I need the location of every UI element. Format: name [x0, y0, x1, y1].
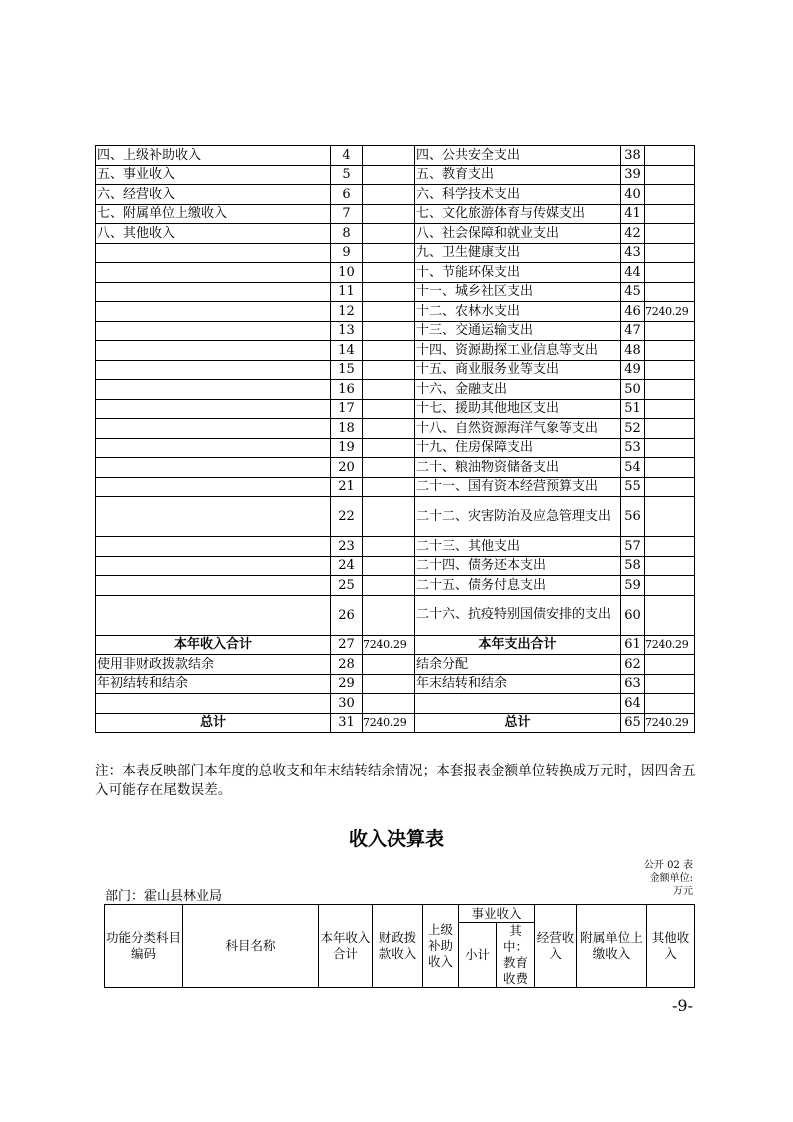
table-row [96, 576, 695, 596]
row-left-label [96, 438, 331, 458]
row-left-amount: 7240.29 [363, 635, 415, 655]
row-right-label: 年末结转和结余 [415, 674, 621, 694]
table-row [96, 595, 695, 635]
row-left-number: 11 [331, 282, 363, 302]
page-number: -9- [672, 996, 693, 1015]
row-left-number: 17 [331, 399, 363, 419]
row-right-number: 48 [621, 341, 645, 361]
table-row [96, 537, 695, 557]
table-row [96, 224, 695, 244]
row-left-number: 28 [331, 655, 363, 675]
row-left-label [96, 282, 331, 302]
row-right-number: 42 [621, 224, 645, 244]
row-left-amount [363, 165, 415, 185]
row-left-number: 24 [331, 556, 363, 576]
row-left-number: 7 [331, 204, 363, 224]
table-row [96, 165, 695, 185]
row-right-number: 39 [621, 165, 645, 185]
row-right-amount [645, 537, 695, 557]
row-left-label [96, 537, 331, 557]
row-left-label: 五、事业收入 [96, 165, 331, 185]
row-right-number: 47 [621, 321, 645, 341]
row-right-number: 58 [621, 556, 645, 576]
row-right-label: 十六、金融支出 [415, 380, 621, 400]
row-left-label [96, 694, 331, 714]
header-func-code: 功能分类科目编码 [105, 905, 183, 988]
row-right-label: 二十二、灾害防治及应急管理支出 [415, 497, 621, 537]
row-left-label [96, 497, 331, 537]
row-left-amount [363, 497, 415, 537]
table-row [96, 556, 695, 576]
header-affiliated: 附属单位上缴收入 [577, 905, 647, 988]
row-left-number: 19 [331, 438, 363, 458]
row-left-number: 18 [331, 419, 363, 439]
header-subtotal: 小计 [459, 923, 497, 988]
row-right-label: 十四、资源勘探工业信息等支出 [415, 341, 621, 361]
row-right-number: 57 [621, 537, 645, 557]
table-row [96, 497, 695, 537]
row-left-amount [363, 185, 415, 205]
row-left-number: 31 [331, 713, 363, 733]
table-row [96, 321, 695, 341]
row-left-amount [363, 595, 415, 635]
row-right-amount [645, 477, 695, 497]
row-left-amount [363, 556, 415, 576]
row-right-amount [645, 595, 695, 635]
row-right-number: 40 [621, 185, 645, 205]
row-right-label: 二十三、其他支出 [415, 537, 621, 557]
row-right-number: 62 [621, 655, 645, 675]
table-row [96, 438, 695, 458]
table-row [96, 674, 695, 694]
row-right-amount [645, 694, 695, 714]
table-row [96, 204, 695, 224]
row-left-number: 23 [331, 537, 363, 557]
row-right-label: 十、节能环保支出 [415, 263, 621, 283]
row-right-label: 十七、援助其他地区支出 [415, 399, 621, 419]
row-right-number: 50 [621, 380, 645, 400]
row-right-number: 44 [621, 263, 645, 283]
row-left-label [96, 341, 331, 361]
row-left-amount [363, 224, 415, 244]
row-right-label: 二十、粮油物资储备支出 [415, 458, 621, 478]
row-left-label [96, 380, 331, 400]
row-left-label [96, 302, 331, 322]
table-row [96, 477, 695, 497]
row-left-number: 25 [331, 576, 363, 596]
table-row [96, 243, 695, 263]
row-right-amount [645, 224, 695, 244]
row-right-number: 45 [621, 282, 645, 302]
row-left-label: 七、附属单位上缴收入 [96, 204, 331, 224]
row-left-number: 20 [331, 458, 363, 478]
row-left-label: 总计 [96, 713, 331, 733]
row-left-amount [363, 146, 415, 166]
row-left-label [96, 243, 331, 263]
row-left-number: 15 [331, 360, 363, 380]
row-right-number: 46 [621, 302, 645, 322]
row-left-amount [363, 694, 415, 714]
row-right-amount [645, 674, 695, 694]
row-right-number: 61 [621, 635, 645, 655]
row-left-amount [363, 380, 415, 400]
header-subject: 科目名称 [183, 905, 319, 988]
row-right-amount [645, 243, 695, 263]
row-right-number: 52 [621, 419, 645, 439]
table-row [96, 146, 695, 166]
row-left-label: 年初结转和结余 [96, 674, 331, 694]
row-right-amount: 7240.29 [645, 635, 695, 655]
row-left-amount [363, 321, 415, 341]
row-right-amount [645, 321, 695, 341]
row-right-label: 十九、住房保障支出 [415, 438, 621, 458]
row-left-label: 六、经营收入 [96, 185, 331, 205]
row-right-number: 64 [621, 694, 645, 714]
row-right-label: 二十一、国有资本经营预算支出 [415, 477, 621, 497]
row-right-amount: 7240.29 [645, 302, 695, 322]
row-left-label: 本年收入合计 [96, 635, 331, 655]
department-label: 部门：霍山县林业局 [105, 889, 223, 904]
header-total: 本年收入合计 [319, 905, 373, 988]
row-left-amount [363, 204, 415, 224]
row-right-amount [645, 165, 695, 185]
row-left-number: 30 [331, 694, 363, 714]
row-left-number: 22 [331, 497, 363, 537]
row-left-label: 使用非财政拨款结余 [96, 655, 331, 675]
row-left-amount [363, 537, 415, 557]
row-right-label: 二十五、债务付息支出 [415, 576, 621, 596]
row-left-number: 27 [331, 635, 363, 655]
row-left-amount [363, 282, 415, 302]
table-row [96, 694, 695, 714]
table-code: 公开 02 表 [643, 860, 693, 871]
row-right-number: 41 [621, 204, 645, 224]
row-right-number: 51 [621, 399, 645, 419]
header-other: 其他收入 [647, 905, 695, 988]
row-left-amount [363, 263, 415, 283]
row-left-amount [363, 458, 415, 478]
row-right-label: 十二、农林水支出 [415, 302, 621, 322]
row-right-number: 43 [621, 243, 645, 263]
table-note: 注：本表反映部门本年度的总收支和年末结转结余情况；本套报表金额单位转换成万元时，因四舍五入可能存在尾数误差。 [95, 763, 696, 798]
table-row [96, 282, 695, 302]
row-right-amount [645, 360, 695, 380]
row-right-number: 63 [621, 674, 645, 694]
row-left-amount [363, 399, 415, 419]
header-upper: 上级补助收入 [423, 905, 459, 988]
row-left-amount [363, 655, 415, 675]
row-right-label: 十一、城乡社区支出 [415, 282, 621, 302]
table-row [96, 185, 695, 205]
row-right-label: 七、文化旅游体育与传媒支出 [415, 204, 621, 224]
row-left-label [96, 556, 331, 576]
row-left-amount [363, 302, 415, 322]
row-right-amount [645, 458, 695, 478]
row-right-number: 54 [621, 458, 645, 478]
row-left-number: 21 [331, 477, 363, 497]
header-fiscal: 财政拨款收入 [373, 905, 423, 988]
row-right-label [415, 694, 621, 714]
header-operating: 经营收入 [535, 905, 577, 988]
table-row [96, 341, 695, 361]
row-right-amount [645, 185, 695, 205]
row-right-number: 49 [621, 360, 645, 380]
header-edu: 其中：教育收费 [497, 923, 535, 988]
table-row [96, 419, 695, 439]
row-left-amount [363, 674, 415, 694]
row-left-amount [363, 576, 415, 596]
row-right-amount [645, 497, 695, 537]
row-right-amount [645, 419, 695, 439]
table-row [96, 635, 695, 655]
row-left-label [96, 477, 331, 497]
header-business: 事业收入 [459, 905, 535, 923]
row-right-amount [645, 282, 695, 302]
row-right-label: 四、公共安全支出 [415, 146, 621, 166]
row-left-label [96, 321, 331, 341]
row-right-number: 53 [621, 438, 645, 458]
income-table-title: 收入决算表 [348, 828, 444, 850]
unit-value: 万元 [673, 886, 693, 897]
row-right-label: 结余分配 [415, 655, 621, 675]
row-left-amount: 7240.29 [363, 713, 415, 733]
row-left-number: 6 [331, 185, 363, 205]
table-row [96, 458, 695, 478]
row-right-label: 二十六、抗疫特别国债安排的支出 [415, 595, 621, 635]
row-right-amount: 7240.29 [645, 713, 695, 733]
table-row [96, 360, 695, 380]
row-left-number: 16 [331, 380, 363, 400]
row-left-amount [363, 360, 415, 380]
row-left-number: 4 [331, 146, 363, 166]
row-left-number: 26 [331, 595, 363, 635]
row-left-number: 29 [331, 674, 363, 694]
row-left-number: 10 [331, 263, 363, 283]
row-right-label: 九、卫生健康支出 [415, 243, 621, 263]
row-right-amount [645, 655, 695, 675]
row-left-label: 八、其他收入 [96, 224, 331, 244]
table-row [96, 302, 695, 322]
row-left-label [96, 419, 331, 439]
row-right-number: 60 [621, 595, 645, 635]
row-right-label: 十三、交通运输支出 [415, 321, 621, 341]
row-left-number: 14 [331, 341, 363, 361]
row-left-label [96, 595, 331, 635]
revenue-expenditure-table [95, 145, 695, 733]
row-left-label [96, 399, 331, 419]
row-right-label: 本年支出合计 [415, 635, 621, 655]
row-left-amount [363, 341, 415, 361]
row-right-amount [645, 263, 695, 283]
row-left-amount [363, 419, 415, 439]
table-row [96, 399, 695, 419]
row-right-label: 二十四、债务还本支出 [415, 556, 621, 576]
table-row [96, 263, 695, 283]
row-right-number: 59 [621, 576, 645, 596]
row-right-amount [645, 380, 695, 400]
row-left-label [96, 576, 331, 596]
row-left-label [96, 360, 331, 380]
row-right-amount [645, 438, 695, 458]
row-left-amount [363, 477, 415, 497]
row-right-amount [645, 399, 695, 419]
row-right-label: 十五、商业服务业等支出 [415, 360, 621, 380]
table-row [96, 655, 695, 675]
row-right-amount [645, 341, 695, 361]
row-left-number: 12 [331, 302, 363, 322]
row-right-amount [645, 556, 695, 576]
table-row [96, 380, 695, 400]
row-right-number: 55 [621, 477, 645, 497]
unit-label: 金额单位: [649, 873, 693, 884]
row-right-label: 五、教育支出 [415, 165, 621, 185]
row-right-label: 十八、自然资源海洋气象等支出 [415, 419, 621, 439]
row-left-number: 13 [331, 321, 363, 341]
row-right-amount [645, 204, 695, 224]
row-left-number: 9 [331, 243, 363, 263]
row-right-label: 八、社会保障和就业支出 [415, 224, 621, 244]
row-right-label: 六、科学技术支出 [415, 185, 621, 205]
row-right-number: 56 [621, 497, 645, 537]
row-left-amount [363, 438, 415, 458]
row-left-number: 5 [331, 165, 363, 185]
row-right-amount [645, 576, 695, 596]
row-right-number: 38 [621, 146, 645, 166]
table-row [96, 713, 695, 733]
row-right-number: 65 [621, 713, 645, 733]
row-left-number: 8 [331, 224, 363, 244]
row-left-label: 四、上级补助收入 [96, 146, 331, 166]
row-right-amount [645, 146, 695, 166]
row-left-amount [363, 243, 415, 263]
row-right-label: 总计 [415, 713, 621, 733]
row-left-label [96, 263, 331, 283]
row-left-label [96, 458, 331, 478]
income-table-header [104, 904, 695, 988]
